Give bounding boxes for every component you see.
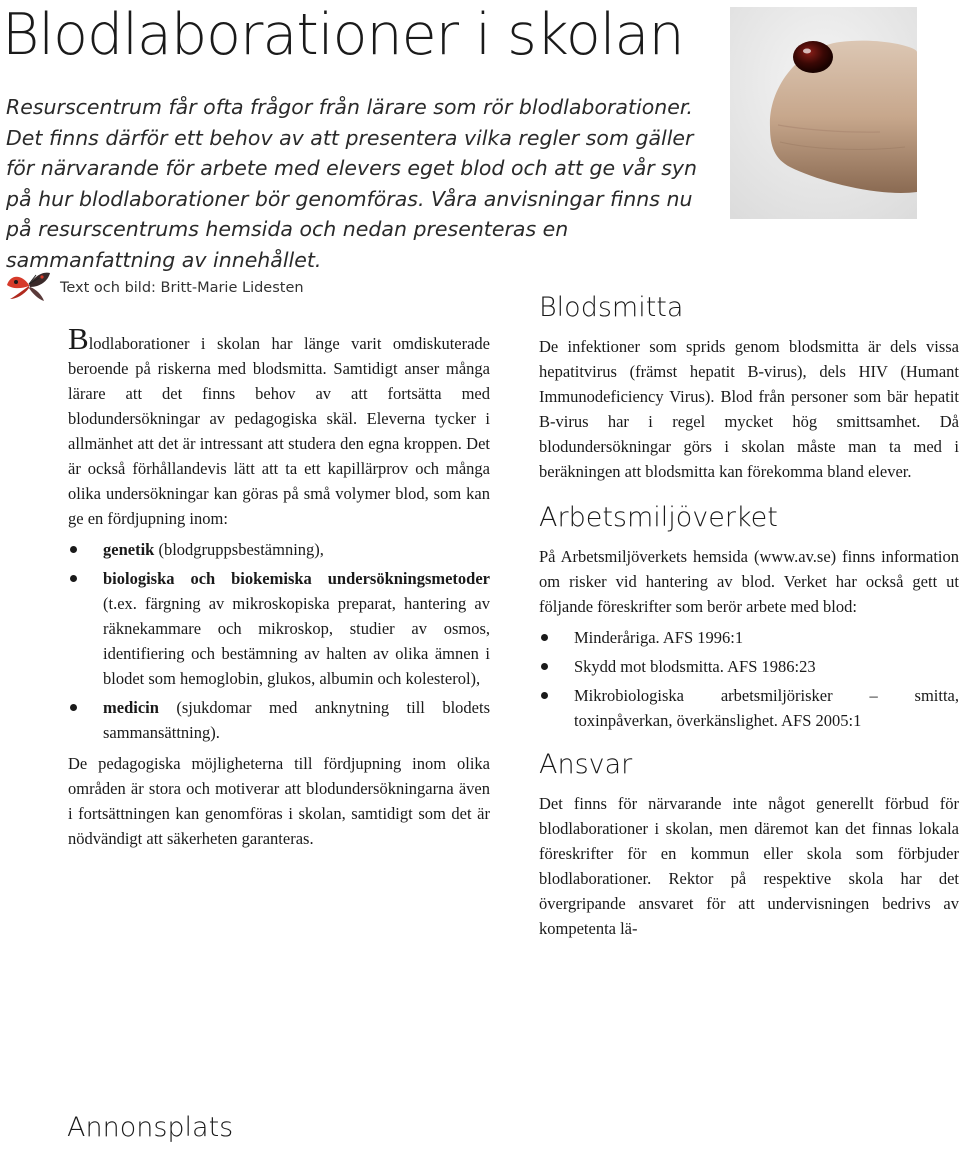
blodsmitta-text: De infektioner som sprids genom blodsmitta är dels vissa hepatitvirus (främst hepatit B-virus), dels HIV (Humant Immunodeficiency Virus). Blod från personer som bär hepatit B-virus har i regel mycket hög smittsamhet. Då blodundersökningar görs i skolan måste man ta med i beräkningen att blodsmitta kan förekomma bland elever. [539,337,959,481]
list-item-text: (t.ex. färgning av mikroskopiska preparat, hantering av räknekammare och mikroskop, studier av osmos, identifiering och bestämning av halten av olika ämnen i blodet som hemoglobin, glukos, albumin och kolesterol), [103,594,490,688]
section-heading-ansvar: Ansvar [539,749,633,780]
drop-cap: B [68,321,89,356]
regulations-list [539,625,959,733]
lead-paragraph [68,321,490,531]
list-item-text: (blodgruppsbestämning), [154,540,324,559]
ansvar-text: Det finns för närvarande inte något generellt förbud för blodlaborationer i skolan, men däremot kan det finnas lokala föreskrifter för en kommun eller skola som förbjuder blodlaborationer. Rektor på respektive skola har det övergripande ansvaret för att undervisningen bedrivs av kompetenta lä- [539,794,959,938]
list-item [68,566,490,691]
list-item [68,537,490,562]
section-heading-arbetsmiljoverket: Arbetsmiljöverket [539,502,778,533]
article-right-column [539,290,959,941]
arbetsmiljoverket-text: På Arbetsmiljöverkets hemsida (www.av.se) finns information om risker vid hantering av blod. Verket har också gett ut följande föreskrifter som berör arbete med blod: [539,547,959,616]
credit-row [6,270,304,306]
ad-placeholder-label: Annonsplats [67,1112,234,1143]
lead-paragraph-text: lodlaborationer i skolan har länge varit omdiskuterade beroende på riskerna med blodsmitta. Samtidigt anser många lärare att det finns behov av att fortsätta med blodundersökningar av pedagogiska skäl. Eleverna tycker i allmänhet att det är intressant att studera den egna kroppen. Det är också förhållandevis lätt att ta ett kapillärprov och många olika undersökningar kan göras på små volymer blod, som kan ge en fördjupning inom: [68,334,490,528]
list-item-text: (sjukdomar med anknytning till blodets sammansättning). [103,698,490,742]
list-item: Mikrobiologiska arbetsmiljörisker – smitta, toxinpåverkan, överkänslighet. AFS 2005:1 [539,683,959,733]
page-title: Blodlaborationer i skolan [2,2,684,68]
section-heading-blodsmitta: Blodsmitta [539,292,684,323]
intro-text: Resurscentrum får ofta frågor från lärare som rör blodlaborationer. Det finns därför ett behov av att presentera vilka regler som gäller för närvarande för arbete med elevers eget blod och att ge vår syn på hur blodlaborationer bör genomföras. Våra anvisningar finns nu på resurscentrums hemsida och nedan presenteras en sammanfattning av innehållet. [6,95,698,272]
finger-blood-drop-photo-svg [730,7,917,219]
finger-blood-drop-photo [730,7,917,219]
list-item: Skydd mot blodsmitta. AFS 1986:23 [539,654,959,679]
photo-credit: Text och bild: Britt-Marie Lidesten [60,280,304,296]
topic-list [68,537,490,745]
article-left-column [68,321,490,851]
closing-paragraph: De pedagogiska möjligheterna till fördjupning inom olika områden är stora och motiverar att blodundersökningarna även i fortsättningen kan genomföras i skolan, samtidigt som det är nödvändigt att säkerheten garanteras. [68,754,490,848]
list-item [68,695,490,745]
moth-icon [6,269,52,308]
list-item-term: genetik [103,540,155,559]
list-item-term: medicin [103,698,159,717]
list-item-term: biologiska och biokemiska undersökningsmetoder [103,569,490,588]
list-item: Minderåriga. AFS 1996:1 [539,625,959,650]
